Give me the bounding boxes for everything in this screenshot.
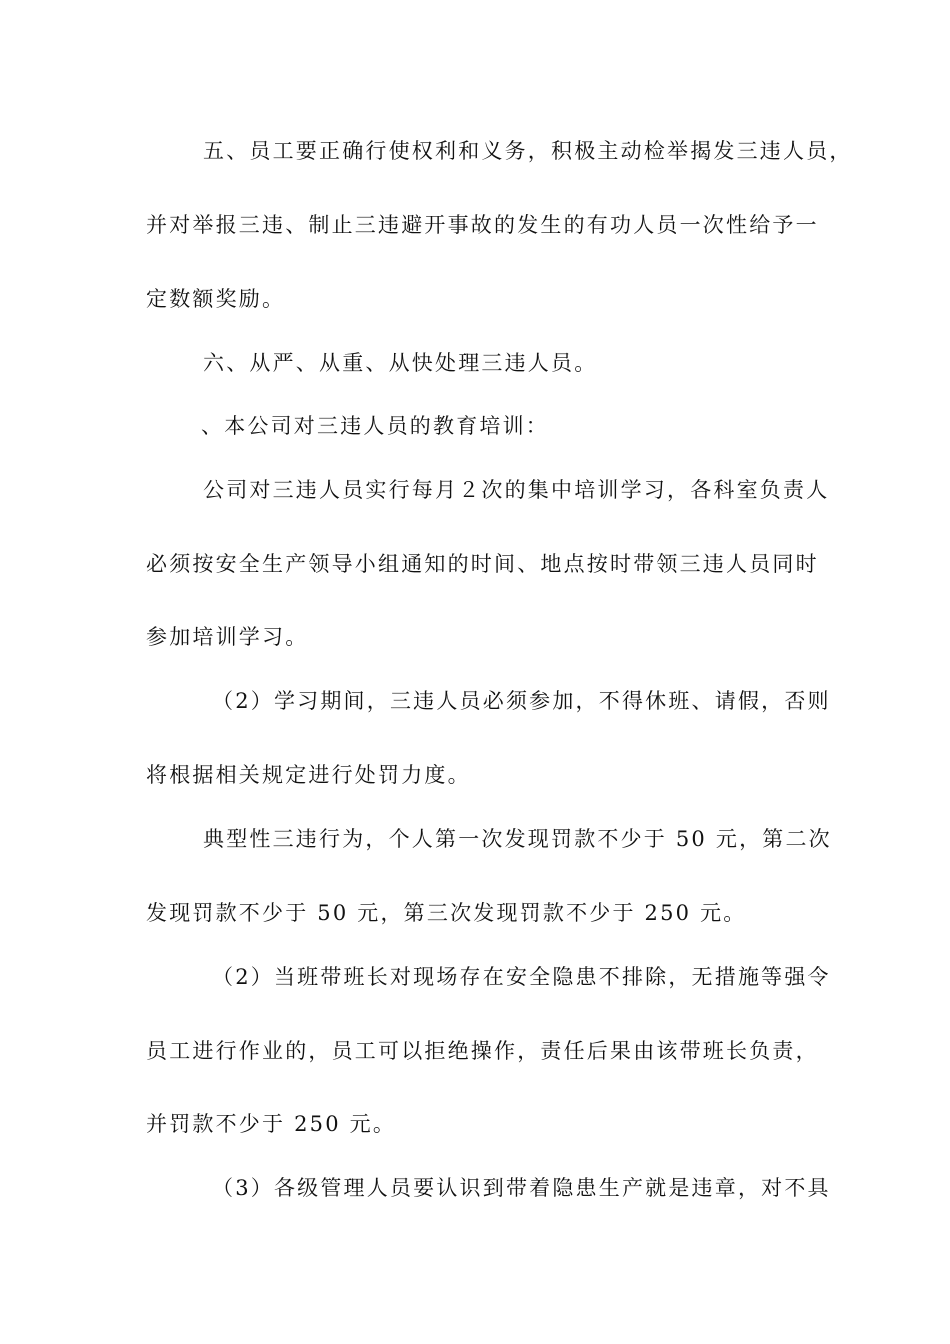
paragraph-five-line-1: 五、员工要正确行使权利和义务，积极主动检举揭发三违人员， (203, 139, 853, 163)
paragraph-five-line-2: 并对举报三违、制止三违避开事故的发生的有功人员一次性给予一 (146, 213, 819, 237)
paragraph-five-line-3: 定数额奖励。 (146, 287, 286, 311)
paragraph-training-line-2: 必须按安全生产领导小组通知的时间、地点按时带领三违人员同时 (146, 552, 819, 576)
paragraph-shift-leader-line-2: 员工进行作业的，员工可以拒绝操作，责任后果由该带班长负责， (146, 1039, 819, 1063)
paragraph-shift-leader-line-3: 并罚款不少于 250 元。 (146, 1112, 397, 1136)
paragraph-shift-leader-line-1: （2）当班带班长对现场存在安全隐患不排除，无措施等强令 (212, 965, 831, 989)
paragraph-six: 六、从严、从重、从快处理三违人员。 (203, 351, 598, 375)
paragraph-penalty-line-2: 发现罚款不少于 50 元，第三次发现罚款不少于 250 元。 (146, 901, 747, 925)
paragraph-penalty-line-1: 典型性三违行为，个人第一次发现罚款不少于 50 元，第二次 (203, 827, 832, 851)
paragraph-item-2-line-1: （2）学习期间，三违人员必须参加，不得休班、请假，否则 (212, 689, 831, 713)
paragraph-item-2-line-2: 将根据相关规定进行处罚力度。 (146, 763, 471, 787)
paragraph-training-line-1: 公司对三违人员实行每月２次的集中培训学习，各科室负责人 (203, 478, 830, 502)
paragraph-item-3-line-1: （3）各级管理人员要认识到带着隐患生产就是违章，对不具 (212, 1176, 831, 1200)
section-heading-training: 、本公司对三违人员的教育培训： (201, 414, 549, 438)
paragraph-training-line-3: 参加培训学习。 (146, 625, 309, 649)
